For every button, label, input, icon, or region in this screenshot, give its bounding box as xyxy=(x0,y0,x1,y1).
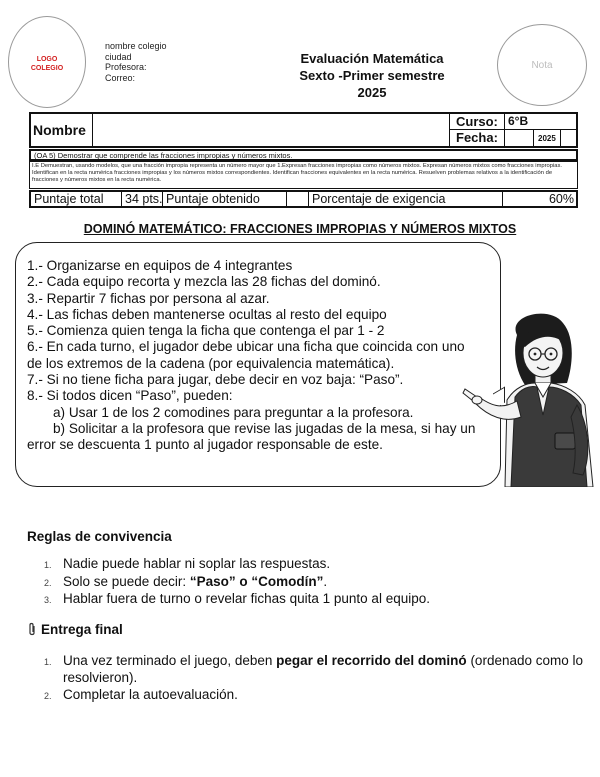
obtained-score-field[interactable] xyxy=(287,192,309,206)
obtained-score-label: Puntaje obtenido xyxy=(163,192,287,206)
date-day-field[interactable] xyxy=(505,130,534,146)
instruction-item: 3.- Repartir 7 fichas por persona al azar. xyxy=(27,290,270,306)
instruction-item: 1.- Organizarse en equipos de 4 integrantes xyxy=(27,258,293,273)
rules-list xyxy=(40,555,430,608)
final-list xyxy=(40,652,600,703)
requirement-label: Porcentaje de exigencia xyxy=(309,192,503,206)
instruction-item: 7.- Si no tiene ficha para jugar, debe decir en voz baja: “Paso”. xyxy=(27,372,404,388)
list-item: 2. Completar la autoevaluación. xyxy=(44,687,238,702)
teacher-label: Profesora: xyxy=(105,62,147,72)
logo-text: LOGO COLEGIO xyxy=(30,56,64,72)
instruction-subitem: b) Solicitar a la profesora que revise las jugadas de la mesa, si hay un error se descuenta 1 punto al jugador responsable de este. xyxy=(27,420,476,453)
instruction-item: 2.- Cada equipo recorta y mezcla las 28 fichas del dominó. xyxy=(27,274,381,290)
requirement-value: 60% xyxy=(548,192,574,206)
list-item: 1. Una vez terminado el juego, deben pegar el recorrido del dominó (ordenado como lo resolvieron). xyxy=(44,653,584,685)
instructions-list xyxy=(27,258,482,454)
instruction-item: 8.- Si todos dicen “Paso”, pueden: xyxy=(27,388,233,404)
instruction-subitem: a) Usar 1 de los 2 comodines para preguntar a la profesora. xyxy=(53,404,414,420)
name-label: Nombre xyxy=(31,114,93,146)
grade-circle[interactable] xyxy=(497,24,587,106)
evaluation-title: Evaluación Matemática Sexto -Primer semestre 2025 xyxy=(299,51,445,100)
evaluation-indicators: I.E Demuestran, usando modelos, que una fracción impropia representa un número mayor que 1.Expresan fracciones impropias como números mixtos. Expresan números mixtos como fracciones impropias. Identifican en la recta numérica fracciones impropias y los números mixtos correspondientes. Identifican fracciones equivalentes en la recta numérica. Resuelven problemas relativos a la identificación de fracciones y números mixtos en la recta numérica. xyxy=(29,161,578,189)
school-info xyxy=(105,41,167,83)
teacher-illustration xyxy=(455,305,597,487)
learning-objective: (OA 5) Demostrar que comprende las fracciones impropias y números mixtos. xyxy=(29,149,578,161)
list-item: 2. Solo se puede decir: “Paso” o “Comodín”. xyxy=(44,573,328,589)
date-year-cell xyxy=(561,130,576,146)
list-item: 3. Hablar fuera de turno o revelar fichas quita 1 punto al equipo. xyxy=(44,591,430,606)
activity-title: DOMINÓ MATEMÁTICO: FRACCIONES IMPROPIAS Y NÚMEROS MIXTOS xyxy=(83,222,517,236)
school-name: nombre colegio xyxy=(105,41,167,51)
school-city: ciudad xyxy=(105,51,132,62)
rules-title: Reglas de convivencia xyxy=(27,529,172,544)
student-info-table xyxy=(29,112,578,148)
course-label: Curso: xyxy=(450,114,505,130)
score-row xyxy=(29,190,578,208)
instruction-item: 4.- Las fichas deben mantenerse ocultas al resto del equipo xyxy=(27,306,387,322)
grade-label: Nota xyxy=(531,60,553,71)
logo-placeholder xyxy=(8,16,86,108)
total-score-value: 34 pts. xyxy=(122,192,163,206)
date-year: 2025 xyxy=(538,134,556,143)
name-field[interactable] xyxy=(93,114,450,146)
instruction-item: 6.- En cada turno, el jugador debe ubicar una ficha que coincida con uno de los extremos de la cadena (por equivalencia matemática). xyxy=(27,339,465,371)
email-label: Correo: xyxy=(105,72,136,83)
instruction-item: 5.- Comienza quien tenga la ficha que contenga el par 1 - 2 xyxy=(27,323,385,339)
date-label: Fecha: xyxy=(450,130,505,146)
course-value: 6°B xyxy=(505,114,576,130)
final-title: Entrega final xyxy=(27,622,123,637)
list-item: 1. Nadie puede hablar ni soplar las respuestas. xyxy=(44,556,331,571)
paperclip-icon xyxy=(27,622,37,637)
total-score-label: Puntaje total xyxy=(31,192,122,206)
